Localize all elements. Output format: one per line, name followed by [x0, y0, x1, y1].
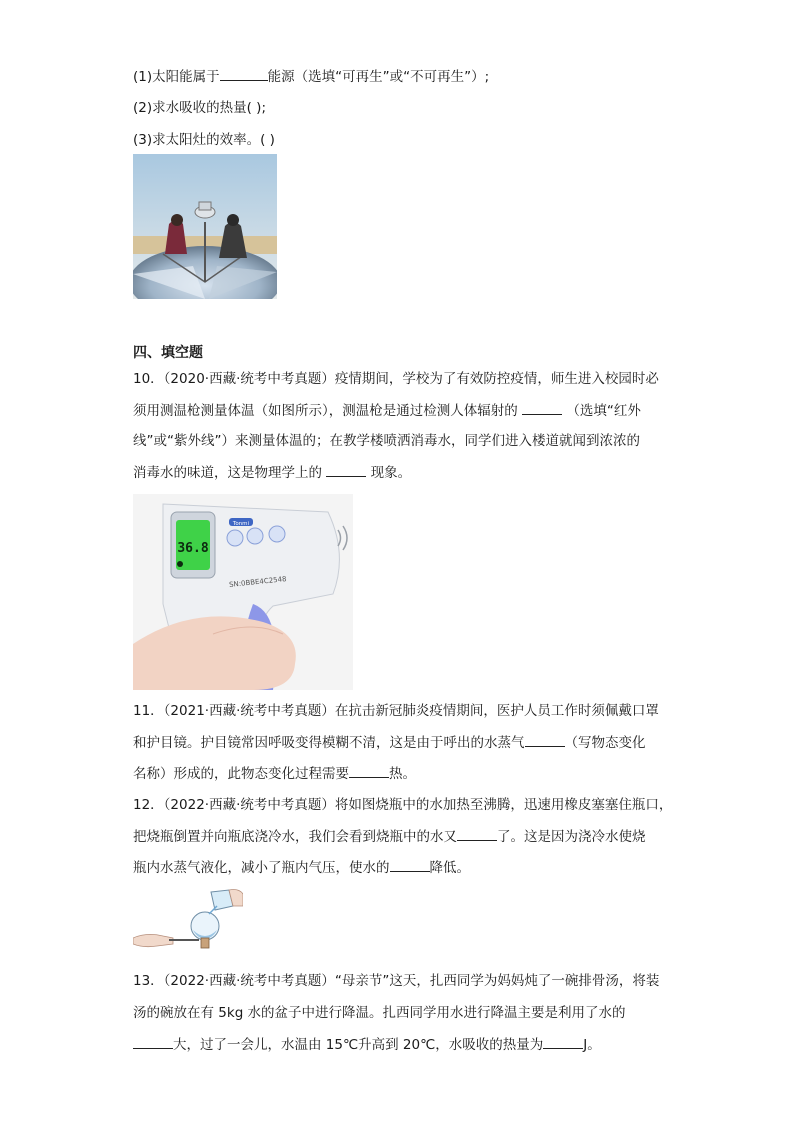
thermometer-serial: SN:0BBE4C2548: [228, 575, 287, 590]
q12-line-2: [133, 826, 646, 847]
q12-text-after: 降低。: [429, 860, 470, 876]
q11-text-after: （写物态变化: [564, 735, 646, 751]
q11-text: 和护目镜。护目镜常因呼吸变得模糊不清，这是由于呼出的水蒸气: [133, 735, 525, 751]
q10-line-1: 10．（2020·西藏·统考中考真题）疫情期间，学校为了有效防控疫情，师生进入校园时必: [133, 371, 659, 387]
answer-blank: [133, 1034, 173, 1049]
q12-text-after: 了。这是因为浇冷水使烧: [497, 829, 646, 845]
q13-line-2: 汤的碗放在有 5kg 水的盆子中进行降温。扎西同学用水进行降温主要是利用了水的: [133, 1005, 626, 1021]
answer-blank: [220, 66, 268, 81]
answer-blank: [349, 763, 389, 778]
q9-sub1-text-after: 能源（选填“可再生”或“不可再生”）;: [267, 69, 490, 85]
q12-text: 瓶内水蒸气液化，减小了瓶内气压，使水的: [133, 860, 390, 876]
q10-line-2: [133, 400, 641, 421]
q13-line-1: 13．（2022·西藏·统考中考真题）“母亲节”这天，扎西同学为妈妈炖了一碗排骨汤，将装: [133, 973, 660, 989]
thermometer-reading: 36.8: [177, 541, 209, 556]
q10-text: 须用测温枪测量体温（如图所示），测温枪是通过检测人体辐射的: [133, 403, 518, 419]
section-title: 四、填空题: [133, 345, 203, 361]
q13-text-after: J。: [583, 1037, 601, 1053]
answer-blank: [543, 1034, 583, 1049]
answer-blank: [522, 400, 562, 415]
q12-line-1: 12．（2022·西藏·统考中考真题）将如图烧瓶中的水加热至沸腾，迅速用橡皮塞塞住瓶口，: [133, 797, 673, 813]
q9-sub1-text: (1)太阳能属于: [133, 69, 220, 85]
infrared-thermometer-image: [133, 494, 353, 690]
q11-line-3: [133, 763, 416, 784]
q10-text-after: （选填“红外: [566, 403, 641, 419]
answer-blank: [457, 826, 497, 841]
q11-text-after: 热。: [389, 766, 416, 782]
solar-cooker-image: [133, 154, 277, 299]
q9-sub2: (2)求水吸收的热量( );: [133, 100, 266, 116]
thermometer-brand: Tonmi: [232, 521, 250, 527]
answer-blank: [326, 462, 366, 477]
q10-line-4: [133, 462, 411, 483]
q10-text: 消毒水的味道，这是物理学上的: [133, 465, 322, 481]
q13-text: 大，过了一会儿，水温由 15℃升高到 20℃，水吸收的热量为: [173, 1037, 544, 1053]
q12-text: 把烧瓶倒置并向瓶底浇冷水，我们会看到烧瓶中的水又: [133, 829, 457, 845]
answer-blank: [390, 857, 430, 872]
flask-experiment-image: [133, 886, 243, 952]
q11-line-2: [133, 732, 646, 753]
answer-blank: [525, 732, 565, 747]
q9-sub1: [133, 66, 489, 87]
q10-text-after: 现象。: [370, 465, 412, 481]
q12-line-3: [133, 857, 470, 878]
q9-sub3: (3)求太阳灶的效率。( ): [133, 132, 275, 148]
q11-text: 名称）形成的，此物态变化过程需要: [133, 766, 349, 782]
q10-line-3: 线”或“紫外线”）来测量体温的；在教学楼喷洒消毒水，同学们进入楼道就闻到浓浓的: [133, 433, 640, 449]
q11-line-1: 11．（2021·西藏·统考中考真题）在抗击新冠肺炎疫情期间，医护人员工作时须佩戴口罩: [133, 703, 659, 719]
q13-line-3: [133, 1034, 601, 1055]
